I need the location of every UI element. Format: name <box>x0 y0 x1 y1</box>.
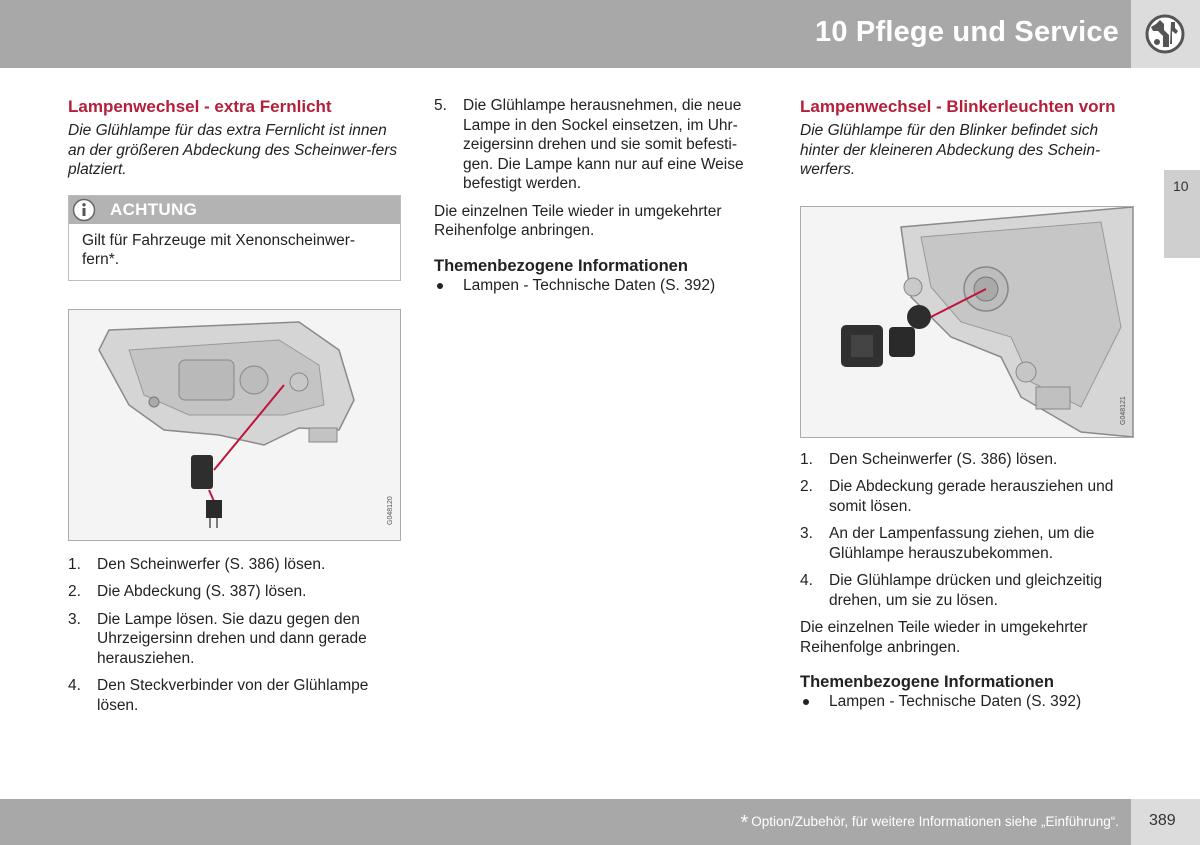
list-item <box>434 96 764 194</box>
column-1 <box>68 96 401 723</box>
list-item <box>68 582 401 602</box>
warning-text: Gilt für Fahrzeuge mit Xenonscheinwer-fern*. <box>82 231 356 268</box>
step-number: 3. <box>800 525 813 542</box>
related-link-text: Lampen - Technische Daten (S. 392) <box>829 693 1082 710</box>
figure-code: G048121 <box>1120 395 1127 425</box>
section-title: Lampenwechsel - extra Fernlicht <box>68 97 332 116</box>
section-title: Lampenwechsel - Blinkerleuchten vorn <box>800 97 1116 116</box>
paragraph: Die einzelnen Teile wieder in umgekehrter Reihenfolge anbringen. <box>434 202 722 239</box>
step-text: Die Abdeckung (S. 387) lösen. <box>97 583 307 600</box>
header-icon-box <box>1131 0 1200 68</box>
column-2 <box>434 96 764 295</box>
step-list <box>68 555 401 716</box>
list-item <box>800 524 1134 563</box>
step-number: 1. <box>800 450 813 468</box>
list-item <box>800 571 1134 610</box>
step-list <box>434 96 764 194</box>
related-title: Themenbezogene Informationen <box>434 256 688 275</box>
page-number: 389 <box>1149 812 1176 829</box>
warning-box <box>68 195 401 281</box>
list-item <box>800 450 1134 470</box>
list-item <box>68 555 401 575</box>
warning-header <box>69 196 400 224</box>
chapter-tab-label: 10 <box>1173 178 1189 194</box>
footnote-text: Option/Zubehör, für weitere Informationen siehe „Einführung“. <box>751 814 1119 829</box>
footnote-star: * <box>740 812 749 834</box>
headlight-figure-fernlicht <box>68 309 401 541</box>
wrench-icon <box>1143 14 1187 54</box>
related-link-text: Lampen - Technische Daten (S. 392) <box>463 276 716 294</box>
step-number: 3. <box>68 610 81 628</box>
figure-code: G048120 <box>387 495 394 525</box>
related-link[interactable] <box>800 692 1134 712</box>
step-list <box>800 450 1134 611</box>
step-number: 4. <box>68 677 81 694</box>
list-item <box>68 610 401 669</box>
step-text: Die Lampe lösen. Sie dazu gegen den Uhrzeigersinn drehen und dann gerade herausziehen. <box>97 610 367 667</box>
headlight-illustration <box>69 310 400 540</box>
chapter-title: 10 Pflege und Service <box>815 16 1119 48</box>
list-item <box>800 477 1134 516</box>
step-text: Die Glühlampe herausnehmen, die neue Lampe in den Sockel einsetzen, im Uhr-zeigersinn drehen und sie somit befesti-gen. Die Lampe kann nur auf eine Weise befestigt werden. <box>463 97 744 192</box>
column-3 <box>800 96 1134 712</box>
headlight-figure-blinker <box>800 206 1134 438</box>
step-number: 4. <box>800 572 813 589</box>
step-number: 5. <box>434 97 447 114</box>
step-text: Die Glühlampe drücken und gleichzeitig drehen, um sie zu lösen. <box>829 572 1103 609</box>
step-text: An der Lampenfassung ziehen, um die Glühlampe herauszubekommen. <box>829 525 1095 562</box>
step-text: Den Steckverbinder von der Glühlampe lösen. <box>97 677 369 714</box>
bullet-icon <box>437 283 443 289</box>
step-number: 2. <box>800 478 813 495</box>
turn-signal-illustration <box>801 207 1133 437</box>
section-lead: Die Glühlampe für den Blinker befindet sich hinter der kleineren Abdeckung des Schein-werfers. <box>800 122 1101 178</box>
step-text: Die Abdeckung gerade herausziehen und somit lösen. <box>829 478 1114 515</box>
step-text: Den Scheinwerfer (S. 386) lösen. <box>829 450 1058 468</box>
page-number-box <box>1131 799 1200 845</box>
related-list <box>800 692 1134 712</box>
bullet-icon <box>803 699 809 705</box>
chapter-tab[interactable] <box>1164 170 1200 258</box>
related-link[interactable] <box>434 276 764 296</box>
paragraph: Die einzelnen Teile wieder in umgekehrter Reihenfolge anbringen. <box>800 619 1088 656</box>
section-lead: Die Glühlampe für das extra Fernlicht ist innen an der größeren Abdeckung des Scheinwer-fers platziert. <box>68 122 398 178</box>
list-item <box>68 676 401 715</box>
related-title: Themenbezogene Informationen <box>800 673 1054 691</box>
step-number: 2. <box>68 583 81 600</box>
step-number: 1. <box>68 555 81 573</box>
warning-label: ACHTUNG <box>110 199 198 219</box>
info-icon <box>72 198 96 222</box>
footer-note <box>740 812 1119 835</box>
related-list <box>434 276 764 296</box>
step-text: Den Scheinwerfer (S. 386) lösen. <box>97 555 326 573</box>
